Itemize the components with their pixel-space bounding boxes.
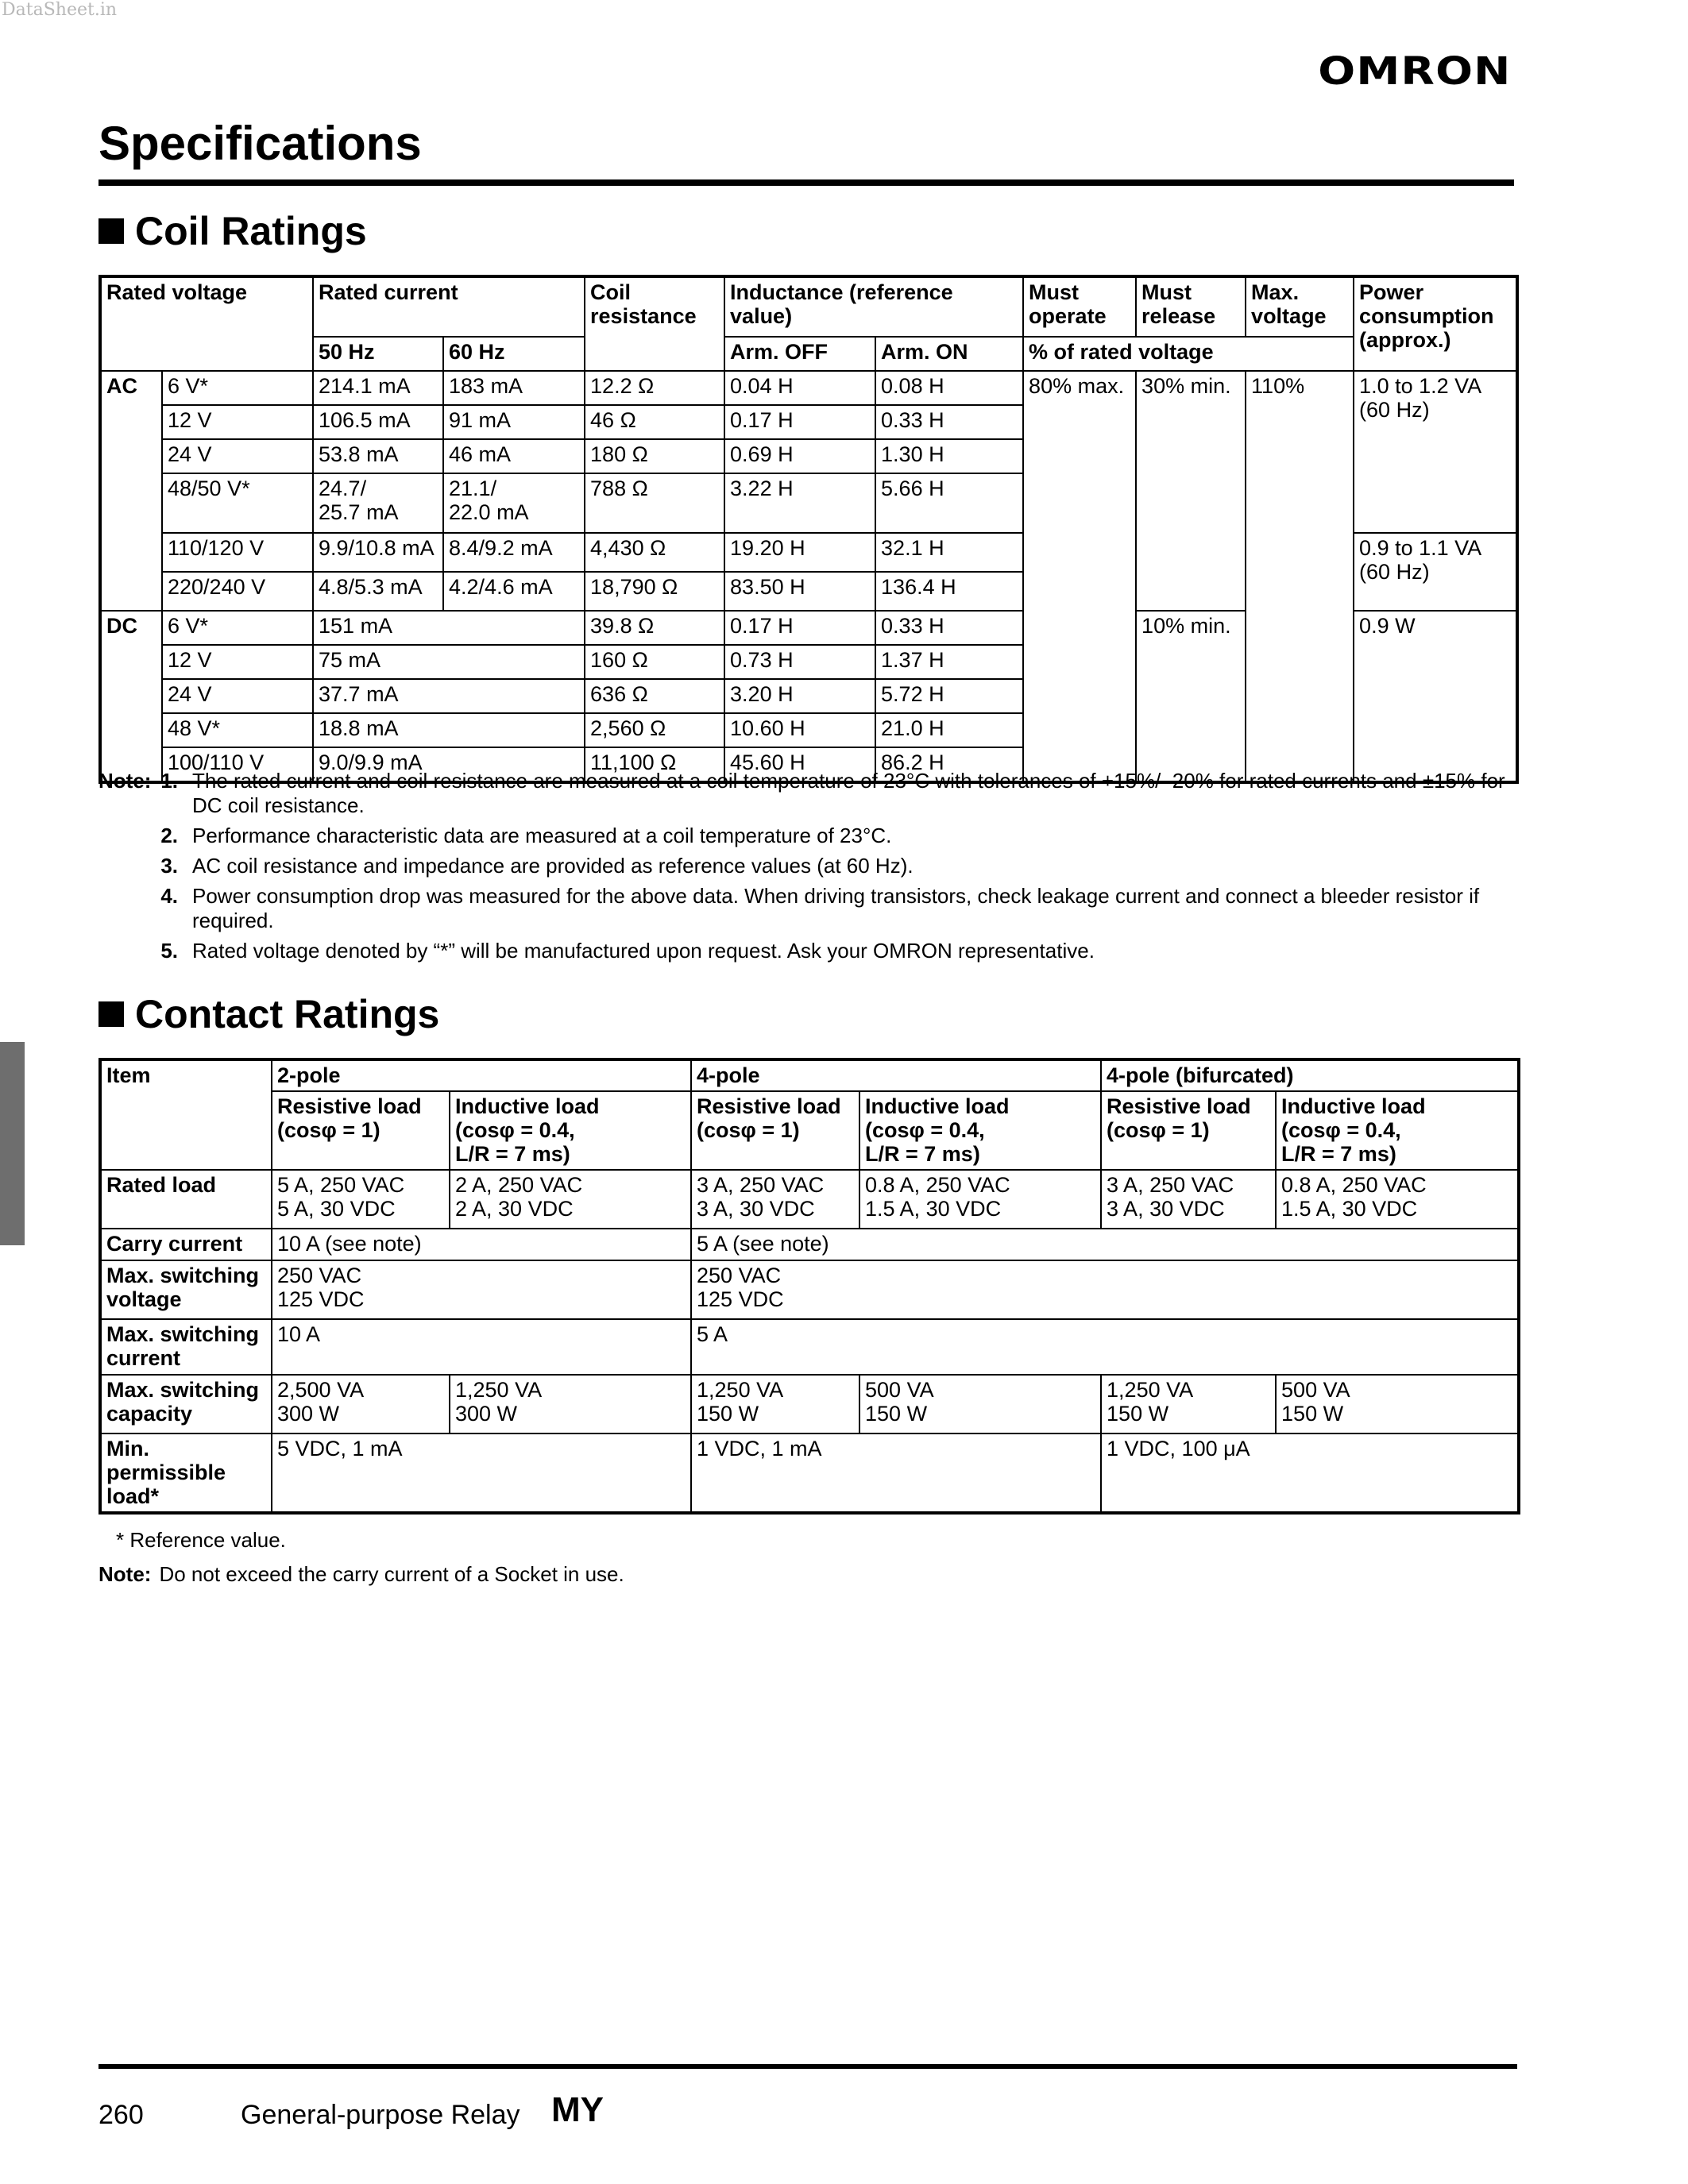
header-resistive-load [691,1091,859,1170]
header-text: (cosφ = 0.4, [1281,1118,1401,1142]
note-text: Power consumption drop was measured for the above data. When driving transistors, check leakage current and connect a bleeder resistor if required. [192,884,1480,932]
dc-arm-on: 5.72 H [875,679,1023,713]
dc-arm-on: 86.2 H [875,747,1023,782]
cell-line: 150 W [1107,1402,1169,1426]
dc-voltage: 6 V* [162,611,313,645]
dc-current: 18.8 mA [313,713,585,747]
must-release-dc: 10% min. [1136,611,1246,782]
ac-current-50hz: 53.8 mA [313,439,443,473]
label-line: Min. [106,1437,149,1461]
label-line: voltage [106,1287,182,1311]
row-label-max-switching-current [100,1319,272,1375]
contact-ratings-heading [98,991,439,1037]
ac-arm-on: 0.33 H [875,405,1023,439]
header-inductance: Inductance (reference value) [724,276,1023,337]
cell-line: 3 A, 30 VDC [697,1197,815,1221]
coil-note [98,769,1520,818]
cell-line: 1,250 VA [455,1378,543,1402]
header-text: Resistive load [697,1094,841,1118]
footer-title: General-purpose Relay [241,2100,520,2130]
max-voltage-2-pole [272,1260,691,1319]
min-load-4-pole: 1 VDC, 1 mA [691,1433,1101,1513]
note-text: Performance characteristic data are measured at a coil temperature of 23°C. [192,824,892,847]
header-arm-on: Arm. ON [875,337,1023,371]
ac-voltage: 48/50 V* [162,473,313,533]
label-line: Max. switching [106,1378,260,1402]
header-must-release: Must release [1136,276,1246,337]
ac-arm-off: 0.69 H [724,439,875,473]
row-label-max-switching-capacity [100,1375,272,1433]
header-power-consumption: Power consumption (approx.) [1354,276,1517,371]
label-line: current [106,1346,181,1370]
ac-voltage: 24 V [162,439,313,473]
ac-voltage: 220/240 V [162,572,313,611]
dc-current: 37.7 mA [313,679,585,713]
rated-load-cell [272,1170,450,1229]
dc-arm-on: 21.0 H [875,713,1023,747]
capacity-cell [450,1375,691,1433]
ac-resistance: 12.2 Ω [585,371,724,405]
must-operate-value: 80% max. [1023,371,1136,782]
ac-voltage: 6 V* [162,371,313,405]
ac-resistance: 46 Ω [585,405,724,439]
header-text: (cosφ = 0.4, [865,1118,985,1142]
header-text: (cosφ = 0.4, [455,1118,575,1142]
ac-current-50hz: 214.1 mA [313,371,443,405]
note-number: 1. [160,769,178,793]
label-line: Max. switching [106,1322,260,1346]
ac-current-60hz [443,473,585,533]
page-number: 260 [98,2100,144,2130]
cell-line: 150 W [865,1402,928,1426]
footer-model: MY [551,2090,604,2129]
cell-line: 5 A, 30 VDC [277,1197,396,1221]
dc-current: 151 mA [313,611,585,645]
header-max-voltage: Max. voltage [1246,276,1354,337]
ac-current-50hz: 4.8/5.3 mA [313,572,443,611]
cell-line: 1,250 VA [1107,1378,1194,1402]
ac-current-50hz-line2: 25.7 mA [319,500,399,524]
header-4-pole: 4-pole [691,1059,1101,1091]
omron-logo: OMRON [1318,49,1512,94]
header-inductive-load [859,1091,1101,1170]
cell-line: 3 A, 250 VAC [1107,1173,1234,1197]
contact-notes [98,1528,1520,1592]
side-tab [0,1042,25,1245]
ac-resistance: 4,430 Ω [585,533,724,572]
label-line: Max. switching [106,1264,260,1287]
page-title: Specifications [98,117,422,170]
dc-voltage: 48 V* [162,713,313,747]
header-coil-resistance: Coil resistance [585,276,724,371]
ac-current-60hz: 8.4/9.2 mA [443,533,585,572]
dc-voltage: 24 V [162,679,313,713]
coil-note [98,824,1520,848]
header-text: Inductive load [1281,1094,1426,1118]
header-rated-current: Rated current [313,276,585,337]
title-rule [98,179,1514,186]
ac-arm-off: 3.22 H [724,473,875,533]
cell-line: 0.8 A, 250 VAC [1281,1173,1427,1197]
label-line: capacity [106,1402,193,1426]
ac-current-60hz: 91 mA [443,405,585,439]
cell-line: 125 VDC [697,1287,784,1311]
header-resistive-load [1101,1091,1276,1170]
header-percent-rated: % of rated voltage [1023,337,1354,371]
coil-ratings-table [98,275,1519,784]
note-number: 5. [160,939,178,963]
rated-load-cell [1276,1170,1519,1229]
coil-ratings-heading [98,208,367,254]
cell-line: 1.5 A, 30 VDC [865,1197,1002,1221]
header-50hz: 50 Hz [313,337,443,371]
ac-arm-off: 83.50 H [724,572,875,611]
header-2-pole: 2-pole [272,1059,691,1091]
dc-resistance: 636 Ω [585,679,724,713]
header-inductive-load [450,1091,691,1170]
cell-line: 500 VA [1281,1378,1350,1402]
power-ac-high: 0.9 to 1.1 VA (60 Hz) [1354,533,1517,611]
ac-current-60hz-line2: 22.0 mA [449,500,529,524]
cell-line: 300 W [455,1402,518,1426]
ac-resistance: 180 Ω [585,439,724,473]
header-60hz: 60 Hz [443,337,585,371]
rated-load-cell [859,1170,1101,1229]
header-arm-off: Arm. OFF [724,337,875,371]
ac-label: AC [100,371,162,611]
label-line: permissible [106,1461,226,1484]
ac-arm-off: 0.17 H [724,405,875,439]
coil-note [98,884,1520,933]
square-bullet-icon [98,218,124,244]
cell-line: 150 W [697,1402,759,1426]
note-label: Note: [98,769,152,793]
ac-current-60hz-line1: 21.1/ [449,477,497,500]
dc-label: DC [100,611,162,782]
max-current-4-pole: 5 A [691,1319,1519,1375]
ac-arm-on: 32.1 H [875,533,1023,572]
cell-line: 1,250 VA [697,1378,784,1402]
note-number: 3. [160,854,178,878]
footnote-text: * Reference value. [116,1528,286,1552]
dc-resistance: 39.8 Ω [585,611,724,645]
dc-resistance: 160 Ω [585,645,724,679]
capacity-cell [691,1375,859,1433]
cell-line: 2 A, 250 VAC [455,1173,583,1197]
dc-arm-off: 3.20 H [724,679,875,713]
ac-voltage: 12 V [162,405,313,439]
dc-voltage: 100/110 V [162,747,313,782]
ac-arm-off: 0.04 H [724,371,875,405]
contact-ratings-title: Contact Ratings [135,992,440,1036]
row-label-min-permissible-load [100,1433,272,1513]
cell-line: 250 VAC [697,1264,782,1287]
dc-arm-on: 0.33 H [875,611,1023,645]
cell-line: 500 VA [865,1378,934,1402]
header-inductive-load [1276,1091,1519,1170]
note-text: Do not exceed the carry current of a Socket in use. [159,1562,624,1586]
capacity-cell [859,1375,1101,1433]
carry-current-2-pole: 10 A (see note) [272,1229,691,1260]
max-voltage-4-pole [691,1260,1519,1319]
header-text: L/R = 7 ms) [1281,1142,1396,1166]
dc-arm-off: 10.60 H [724,713,875,747]
dc-resistance: 2,560 Ω [585,713,724,747]
cell-line: 0.8 A, 250 VAC [865,1173,1010,1197]
ac-current-60hz: 4.2/4.6 mA [443,572,585,611]
note-label: Note: [98,1562,152,1586]
cell-line: 300 W [277,1402,340,1426]
contact-note [98,1562,1520,1587]
header-text: Resistive load [1107,1094,1251,1118]
header-rated-voltage: Rated voltage [100,276,313,371]
coil-notes [98,769,1520,969]
header-4-pole-bifurcated: 4-pole (bifurcated) [1101,1059,1519,1091]
note-number: 4. [160,884,178,908]
footnote [98,1528,1520,1553]
power-ac-low: 1.0 to 1.2 VA (60 Hz) [1354,371,1517,533]
cell-line: 150 W [1281,1402,1344,1426]
ac-current-50hz: 106.5 mA [313,405,443,439]
capacity-cell [272,1375,450,1433]
row-label-rated-load: Rated load [100,1170,272,1229]
capacity-cell [1276,1375,1519,1433]
note-number: 2. [160,824,178,847]
label-line: load* [106,1484,160,1508]
dc-arm-off: 0.17 H [724,611,875,645]
rated-load-cell [1101,1170,1276,1229]
cell-line: 250 VAC [277,1264,362,1287]
header-text: (cosφ = 1) [1107,1118,1210,1142]
cell-line: 2,500 VA [277,1378,365,1402]
header-text: (cosφ = 1) [697,1118,800,1142]
dc-arm-off: 45.60 H [724,747,875,782]
ac-current-60hz: 46 mA [443,439,585,473]
ac-current-50hz-line1: 24.7/ [319,477,367,500]
coil-note [98,939,1520,963]
rated-load-cell [450,1170,691,1229]
dc-current: 9.0/9.9 mA [313,747,585,782]
contact-ratings-table [98,1058,1520,1515]
header-text: Inductive load [865,1094,1010,1118]
dc-resistance: 11,100 Ω [585,747,724,782]
ac-resistance: 788 Ω [585,473,724,533]
max-current-2-pole: 10 A [272,1319,691,1375]
watermark: DataSheet.in [2,0,118,20]
row-label-max-switching-voltage [100,1260,272,1319]
cell-line: 1.5 A, 30 VDC [1281,1197,1418,1221]
coil-note [98,854,1520,878]
max-voltage-value: 110% [1246,371,1354,782]
min-load-4-pole-bifurcated: 1 VDC, 100 μA [1101,1433,1519,1513]
header-text: Resistive load [277,1094,422,1118]
header-text: L/R = 7 ms) [865,1142,980,1166]
must-release-ac: 30% min. [1136,371,1246,611]
ac-resistance: 18,790 Ω [585,572,724,611]
note-text: Rated voltage denoted by “*” will be manufactured upon request. Ask your OMRON representative. [192,939,1095,963]
ac-arm-on: 1.30 H [875,439,1023,473]
dc-voltage: 12 V [162,645,313,679]
coil-ratings-title: Coil Ratings [135,209,367,253]
header-text: (cosφ = 1) [277,1118,380,1142]
ac-arm-on: 5.66 H [875,473,1023,533]
ac-current-50hz: 9.9/10.8 mA [313,533,443,572]
dc-arm-off: 0.73 H [724,645,875,679]
carry-current-4-pole: 5 A (see note) [691,1229,1519,1260]
min-load-2-pole: 5 VDC, 1 mA [272,1433,691,1513]
dc-current: 75 mA [313,645,585,679]
power-dc: 0.9 W [1354,611,1517,782]
cell-line: 2 A, 30 VDC [455,1197,574,1221]
header-text: L/R = 7 ms) [455,1142,570,1166]
cell-line: 125 VDC [277,1287,365,1311]
ac-voltage: 110/120 V [162,533,313,572]
footer-rule [98,2064,1517,2069]
header-resistive-load [272,1091,450,1170]
ac-current-60hz: 183 mA [443,371,585,405]
ac-arm-on: 136.4 H [875,572,1023,611]
note-text: The rated current and coil resistance are measured at a coil temperature of 23°C with tolerances of +15%/–20% for rated currents and ±15% for DC coil resistance. [192,769,1505,817]
header-must-operate: Must operate [1023,276,1136,337]
cell-line: 3 A, 250 VAC [697,1173,825,1197]
rated-load-cell [691,1170,859,1229]
header-item: Item [100,1059,272,1170]
ac-arm-on: 0.08 H [875,371,1023,405]
header-text: Inductive load [455,1094,600,1118]
cell-line: 3 A, 30 VDC [1107,1197,1225,1221]
cell-line: 5 A, 250 VAC [277,1173,405,1197]
dc-arm-on: 1.37 H [875,645,1023,679]
row-label-carry-current: Carry current [100,1229,272,1260]
ac-current-50hz [313,473,443,533]
capacity-cell [1101,1375,1276,1433]
ac-arm-off: 19.20 H [724,533,875,572]
note-text: AC coil resistance and impedance are provided as reference values (at 60 Hz). [192,854,914,878]
square-bullet-icon [98,1001,124,1027]
